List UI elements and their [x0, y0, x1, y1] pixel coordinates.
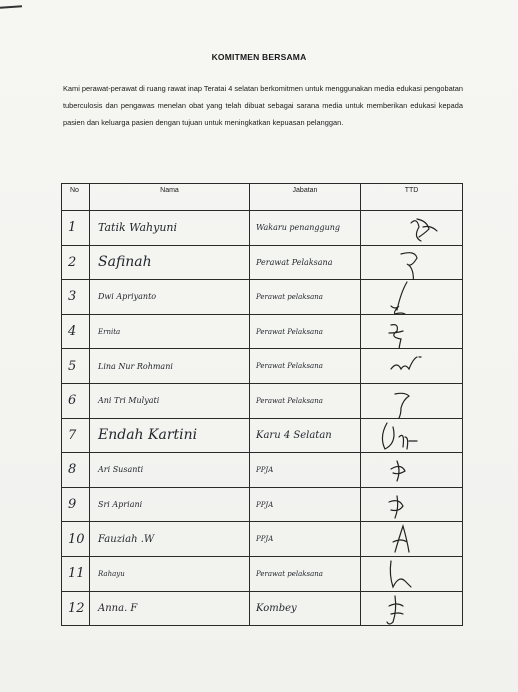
- position-handwriting: Karu 4 Selatan: [256, 429, 332, 441]
- name-handwriting: Dwi Apriyanto: [98, 292, 157, 302]
- row-number-cell: [62, 522, 90, 557]
- signature-scribble: [361, 453, 463, 487]
- signature-scribble: [361, 349, 463, 383]
- name-handwriting: Safinah: [98, 254, 152, 271]
- position-cell: [250, 383, 361, 418]
- corner-mark: [0, 5, 22, 9]
- name-handwriting: Anna. F: [98, 602, 138, 614]
- position-handwriting: Kombey: [256, 602, 297, 614]
- name-handwriting: Lina Nur Rohmani: [98, 361, 173, 371]
- position-handwriting: Perawat Pelaksana: [256, 362, 323, 371]
- position-handwriting: PPJA: [256, 465, 274, 474]
- row-number: 12: [68, 600, 85, 616]
- header-signature: TTD: [361, 184, 463, 211]
- name-cell: [90, 383, 250, 418]
- position-cell: [250, 280, 361, 315]
- position-cell: [250, 591, 361, 626]
- row-number: 1: [68, 220, 77, 236]
- table-row: [62, 211, 463, 246]
- table-row: [62, 453, 463, 488]
- position-cell: [250, 418, 361, 453]
- position-handwriting: Perawat Pelaksana: [256, 257, 333, 267]
- signature-cell: [361, 245, 463, 280]
- table-row: [62, 591, 463, 626]
- table-row: [62, 487, 463, 522]
- signature-scribble: [361, 246, 463, 280]
- document-title: KOMITMEN BERSAMA: [211, 52, 307, 62]
- name-cell: [90, 245, 250, 280]
- signature-scribble: [361, 419, 463, 453]
- name-handwriting: Ari Susanti: [98, 465, 144, 475]
- header-no: No: [62, 184, 90, 211]
- position-cell: [250, 522, 361, 557]
- header-name: Nama: [90, 184, 250, 211]
- table-row: [62, 522, 463, 557]
- row-number-cell: [62, 314, 90, 349]
- name-cell: [90, 556, 250, 591]
- position-cell: [250, 245, 361, 280]
- table-row: [62, 280, 463, 315]
- position-handwriting: PPJA: [256, 500, 274, 509]
- row-number-cell: [62, 280, 90, 315]
- signature-scribble: [361, 522, 463, 556]
- position-cell: [250, 556, 361, 591]
- table-row: [62, 314, 463, 349]
- signature-scribble: [361, 384, 463, 418]
- row-number: 9: [68, 497, 77, 513]
- signature-cell: [361, 280, 463, 315]
- signature-cell: [361, 383, 463, 418]
- table-row: [62, 418, 463, 453]
- name-cell: [90, 487, 250, 522]
- position-cell: [250, 487, 361, 522]
- position-handwriting: Perawat pelaksana: [256, 569, 323, 578]
- row-number: 10: [68, 531, 85, 547]
- position-handwriting: Perawat pelaksana: [256, 292, 323, 301]
- name-handwriting: Fauziah .W: [98, 533, 155, 545]
- table-row: [62, 556, 463, 591]
- table-row: [62, 383, 463, 418]
- signature-cell: [361, 211, 463, 246]
- position-handwriting: Perawat Pelaksana: [256, 327, 323, 336]
- name-cell: [90, 522, 250, 557]
- name-handwriting: Endah Kartini: [98, 427, 198, 444]
- row-number: 6: [68, 393, 77, 409]
- name-cell: [90, 314, 250, 349]
- signature-cell: [361, 556, 463, 591]
- table-header-row: [62, 184, 463, 211]
- row-number: 5: [68, 358, 77, 374]
- signature-cell: [361, 418, 463, 453]
- position-cell: [250, 314, 361, 349]
- row-number-cell: [62, 211, 90, 246]
- signature-cell: [361, 591, 463, 626]
- row-number-cell: [62, 383, 90, 418]
- header-position: Jabatan: [250, 184, 361, 211]
- row-number: 8: [68, 462, 77, 478]
- name-handwriting: Rahayu: [98, 569, 125, 578]
- row-number: 2: [68, 254, 77, 270]
- name-cell: [90, 280, 250, 315]
- signature-scribble: [361, 315, 463, 349]
- position-handwriting: Wakaru penanggung: [256, 223, 341, 233]
- row-number-cell: [62, 556, 90, 591]
- name-handwriting: Ernita: [98, 327, 121, 336]
- name-cell: [90, 418, 250, 453]
- signature-scribble: [361, 211, 463, 245]
- row-number-cell: [62, 591, 90, 626]
- position-cell: [250, 453, 361, 488]
- table-row: [62, 245, 463, 280]
- row-number: 7: [68, 427, 77, 443]
- row-number-cell: [62, 453, 90, 488]
- row-number-cell: [62, 487, 90, 522]
- row-number: 3: [68, 289, 77, 305]
- name-handwriting: Sri Apriani: [98, 500, 143, 510]
- signature-cell: [361, 349, 463, 384]
- row-number: 4: [68, 324, 77, 340]
- signature-cell: [361, 487, 463, 522]
- row-number-cell: [62, 349, 90, 384]
- row-number-cell: [62, 418, 90, 453]
- signature-scribble: [361, 488, 463, 522]
- row-number-cell: [62, 245, 90, 280]
- row-number: 11: [68, 566, 85, 582]
- position-handwriting: PPJA: [256, 535, 274, 544]
- name-cell: [90, 591, 250, 626]
- name-cell: [90, 349, 250, 384]
- signature-scribble: [361, 280, 463, 314]
- position-handwriting: Perawat Pelaksana: [256, 396, 323, 405]
- name-handwriting: Ani Tri Mulyati: [98, 396, 160, 406]
- position-cell: [250, 211, 361, 246]
- signature-scribble: [361, 557, 463, 591]
- signature-scribble: [361, 592, 463, 626]
- table-row: [62, 349, 463, 384]
- signature-cell: [361, 453, 463, 488]
- signature-cell: [361, 522, 463, 557]
- position-cell: [250, 349, 361, 384]
- name-cell: [90, 211, 250, 246]
- attendance-table: [61, 183, 463, 626]
- commitment-paragraph: Kami perawat-perawat di ruang rawat inap Teratai 4 selatan berkomitmen untuk menggunakan media edukasi pengobatan tuberculosis dan pengawas menelan obat yang telah dibuat sebagai sarana media untuk memberikan edukasi kepada pasien dan keluarga pasien dengan tujuan untuk meningkatkan kepuasan pelanggan.: [63, 84, 463, 127]
- signature-cell: [361, 314, 463, 349]
- name-handwriting: Tatik Wahyuni: [98, 221, 178, 235]
- name-cell: [90, 453, 250, 488]
